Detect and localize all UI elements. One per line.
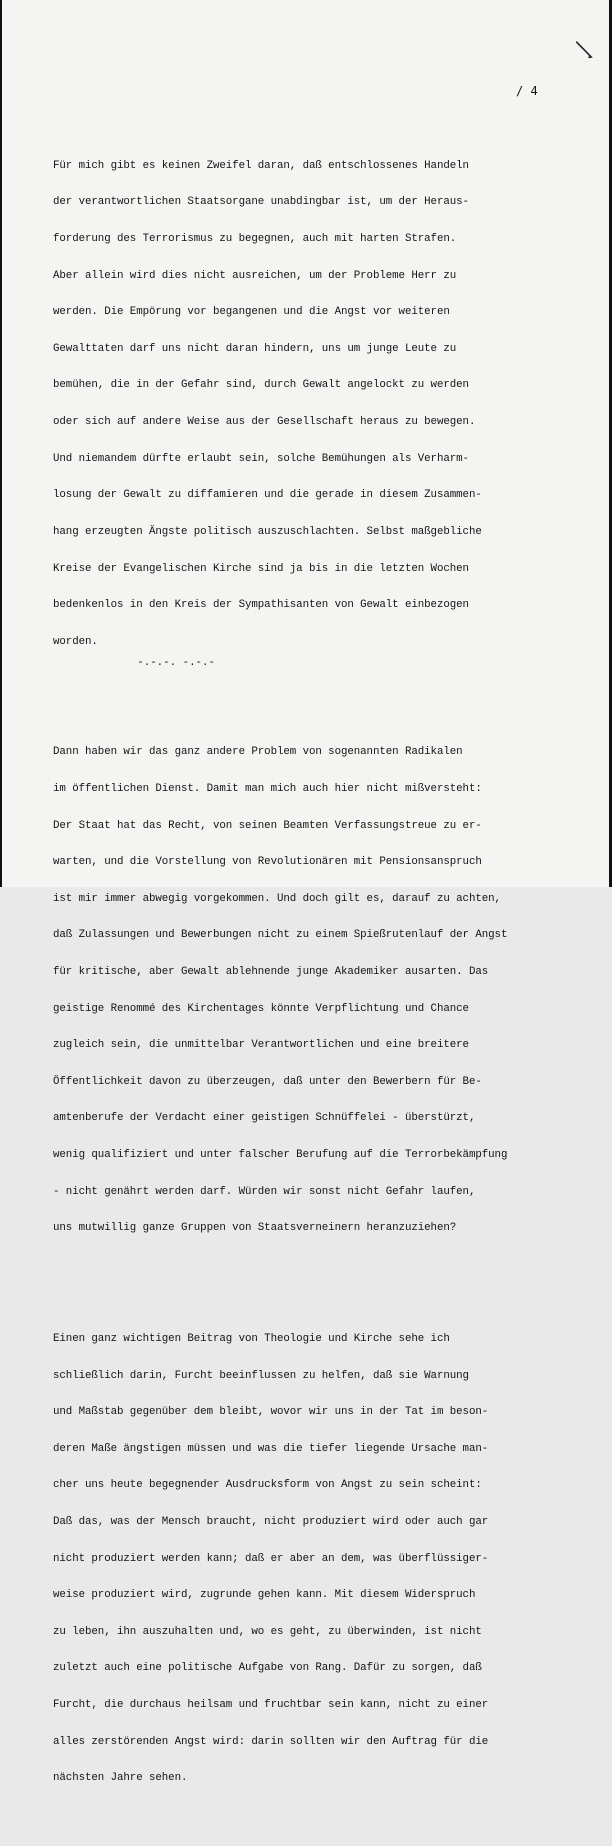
text-line: Öffentlichkeit davon zu überzeugen, daß unter den Bewerbern für Be- [53,1075,482,1088]
text-line: hang erzeugten Ängste politisch auszuschlachten. Selbst maßgebliche [53,525,482,538]
text-line: Für mich gibt es keinen Zweifel daran, daß entschlossenes Handeln [53,159,469,172]
text-line: zugleich sein, die unmittelbar Verantwortlichen und eine breitere [53,1039,469,1052]
text-line: daß Zulassungen und Bewerbungen nicht zu einem Spießrutenlauf der Angst [53,929,508,942]
text-line: wenig qualifiziert und unter falscher Berufung auf die Terrorbekämpfung [53,1149,508,1162]
text-line: warten, und die Vorstellung von Revolutionären mit Pensionsanspruch [53,856,482,869]
text-line: losung der Gewalt zu diffamieren und die gerade in diesem Zusammen- [53,489,482,502]
text-line: forderung des Terrorismus zu begegnen, auch mit harten Strafen. [53,233,457,246]
text-line: amtenberufe der Verdacht einer geistigen Schnüffelei - überstürzt, [53,1112,476,1125]
text-line: bedenkenlos in den Kreis der Sympathisanten von Gewalt einbezogen [53,599,469,612]
paragraph [53,135,593,672]
text-line: Dann haben wir das ganz andere Problem von sogenannten Radikalen [53,746,463,759]
text-line: schließlich darin, Furcht beeinflussen zu helfen, daß sie Warnung [53,1369,469,1382]
paragraph [53,722,593,1259]
text-line: für kritische, aber Gewalt ablehnende junge Akademiker ausarten. Das [53,966,489,979]
text-line: weise produziert wird, zugrunde gehen kann. Mit diesem Widerspruch [53,1589,476,1602]
text-line: cher uns heute begegnender Ausdrucksform von Angst zu sein scheint: [53,1479,482,1492]
body-text [53,111,593,1846]
text-line: im öffentlichen Dienst. Damit man mich auch hier nicht mißversteht: [53,782,482,795]
text-line: worden. [53,635,98,648]
pen-stroke-mark [567,39,596,66]
text-line: der verantwortlichen Staatsorgane unabdingbar ist, um der Heraus- [53,196,469,209]
text-line: Einen ganz wichtigen Beitrag von Theologie und Kirche sehe ich [53,1332,450,1345]
text-line: alles zerstörenden Angst wird: darin sollten wir den Auftrag für die [53,1735,489,1748]
text-line: Kreise der Evangelischen Kirche sind ja bis in die letzten Wochen [53,562,469,575]
text-line: zuletzt auch eine politische Aufgabe von Rang. Dafür zu sorgen, daß [53,1662,482,1675]
text-line: Furcht, die durchaus heilsam und fruchtbar sein kann, nicht zu einer [53,1699,489,1711]
text-line: bemühen, die in der Gefahr sind, durch Gewalt angelockt zu werden [53,379,469,392]
text-line: zu leben, ihn auszuhalten und, wo es geht, zu überwinden, ist nicht [53,1625,482,1638]
text-line: geistige Renommé des Kirchentages könnte Verpflichtung und Chance [53,1002,469,1015]
text-line: nächsten Jahre sehen. [53,1772,188,1785]
text-line: oder sich auf andere Weise aus der Gesellschaft heraus zu bewegen. [53,416,476,429]
text-line: - nicht genährt werden darf. Würden wir sonst nicht Gefahr laufen, [53,1185,476,1198]
text-line: Daß das, was der Mensch braucht, nicht produziert wird oder auch gar [53,1515,489,1528]
text-line: ist mir immer abwegig vorgekommen. Und doch gilt es, darauf zu achten, [53,892,501,905]
text-line: Der Staat hat das Recht, von seinen Beamten Verfassungstreue zu er- [53,819,482,832]
text-line: nicht produziert werden kann; daß er aber an dem, was überflüssiger- [53,1552,489,1565]
text-line: uns mutwillig ganze Gruppen von Staatsverneinern heranzuziehen? [53,1222,457,1235]
text-line: Gewalttaten darf uns nicht daran hindern, uns um junge Leute zu [53,342,457,355]
page-number: / 4 [516,84,538,98]
text-line: deren Maße ängstigen müssen und was die tiefer liegende Ursache man- [53,1442,489,1455]
text-line: Und niemandem dürfte erlaubt sein, solche Bemühungen als Verharm- [53,452,469,465]
section-end-mark: -.-.-. -.-.- [53,657,215,669]
text-line: Aber allein wird dies nicht ausreichen, um der Probleme Herr zu [53,269,457,282]
paragraph [53,1309,593,1809]
text-line: und Maßstab gegenüber dem bleibt, wovor wir uns in der Tat im beson- [53,1406,489,1419]
text-line: werden. Die Empörung vor begangenen und die Angst vor weiteren [53,306,450,319]
